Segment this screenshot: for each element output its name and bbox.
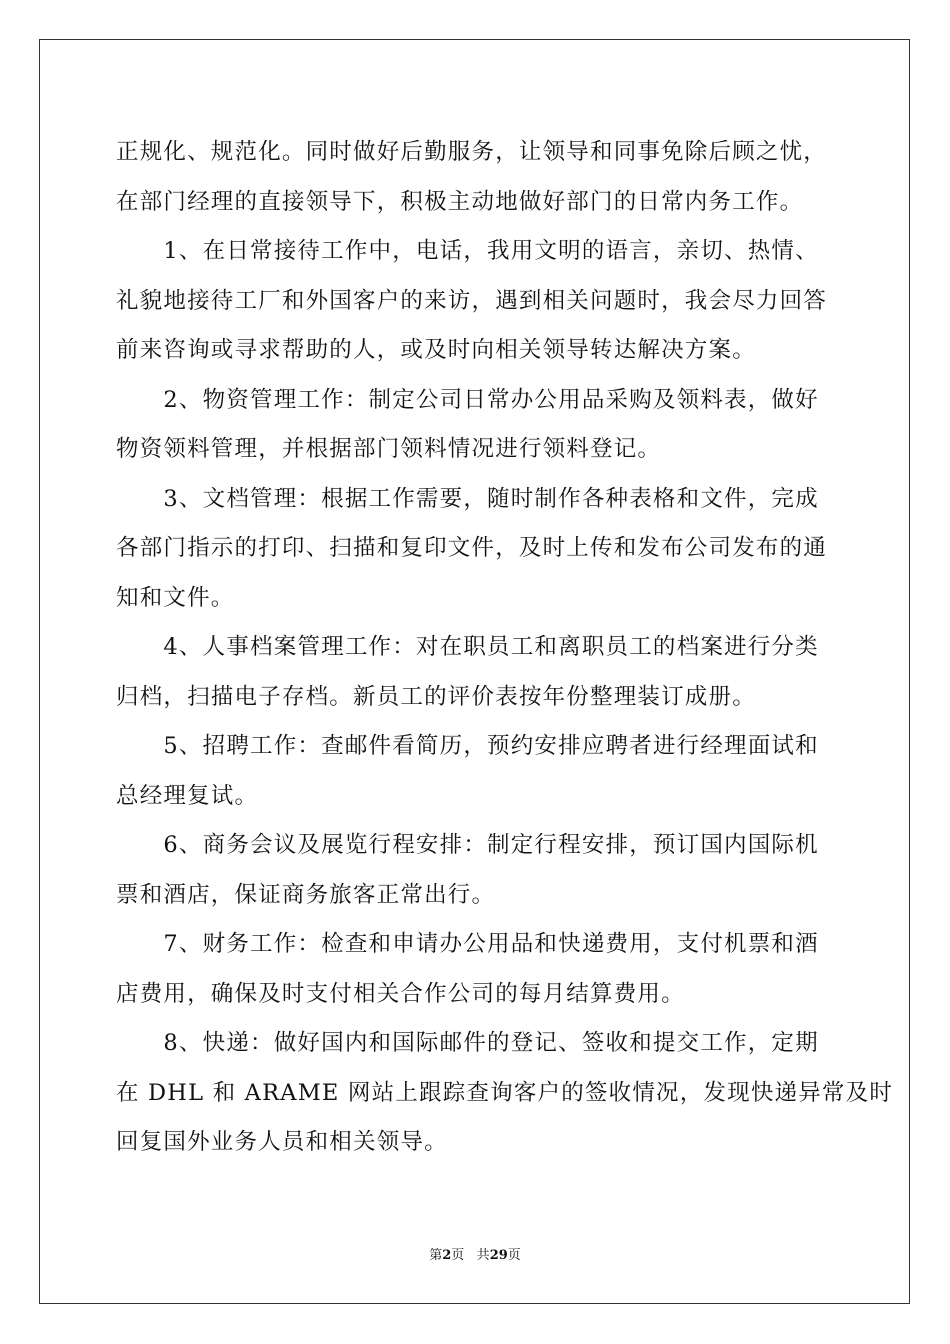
body-line: 礼貌地接待工厂和外国客户的来访，遇到相关问题时，我会尽力回答 — [116, 287, 828, 314]
body-line: 正规化、规范化。同时做好后勤服务，让领导和同事免除后顾之忧， — [116, 139, 828, 165]
body-line: 物资领料管理，并根据部门领料情况进行领料登记。 — [116, 436, 662, 462]
body-line: 回复国外业务人员和相关领导。 — [116, 1129, 448, 1155]
total-prefix: 共 — [476, 1248, 490, 1263]
body-line: 票和酒店，保证商务旅客正常出行。 — [116, 881, 496, 908]
body-line: 各部门指示的打印、扫描和复印文件，及时上传和发布公司发布的通 — [116, 535, 828, 561]
document-body — [116, 128, 894, 1168]
body-line: 5、招聘工作：查邮件看简历，预约安排应聘者进行经理面试和 — [116, 733, 819, 759]
body-line: 在部门经理的直接领导下，积极主动地做好部门的日常内务工作。 — [116, 188, 804, 215]
body-line: 6、商务会议及展览行程安排：制定行程安排，预订国内国际机 — [116, 832, 819, 858]
total-suffix: 页 — [507, 1248, 521, 1263]
body-line: 知和文件。 — [116, 584, 235, 611]
body-line: 7、财务工作：检查和申请办公用品和快递费用，支付机票和酒 — [116, 931, 819, 957]
body-line: 3、文档管理：根据工作需要，随时制作各种表格和文件，完成 — [116, 485, 819, 512]
body-line: 在 DHL 和 ARAME 网站上跟踪查询客户的签收情况，发现快递异常及时 — [116, 1079, 894, 1106]
current-page-number: 2 — [442, 1248, 452, 1263]
page-suffix: 页 — [451, 1248, 465, 1263]
body-line: 归档，扫描电子存档。新员工的评价表按年份整理装订成册。 — [116, 683, 756, 710]
body-line: 店费用，确保及时支付相关合作公司的每月结算费用。 — [116, 980, 685, 1007]
body-line: 2、物资管理工作：制定公司日常办公用品采购及领料表，做好 — [116, 386, 819, 413]
body-line: 4、人事档案管理工作：对在职员工和离职员工的档案进行分类 — [116, 634, 819, 660]
total-pages-number: 29 — [489, 1248, 508, 1263]
body-line: 8、快递：做好国内和国际邮件的登记、签收和提交工作，定期 — [116, 1030, 819, 1056]
body-line: 总经理复试。 — [116, 782, 259, 809]
page-prefix: 第 — [429, 1248, 443, 1263]
page-footer — [0, 1244, 950, 1263]
body-line: 前来咨询或寻求帮助的人，或及时向相关领导转达解决方案。 — [116, 337, 756, 363]
body-line: 1、在日常接待工作中，电话，我用文明的语言，亲切、热情、 — [116, 238, 819, 264]
